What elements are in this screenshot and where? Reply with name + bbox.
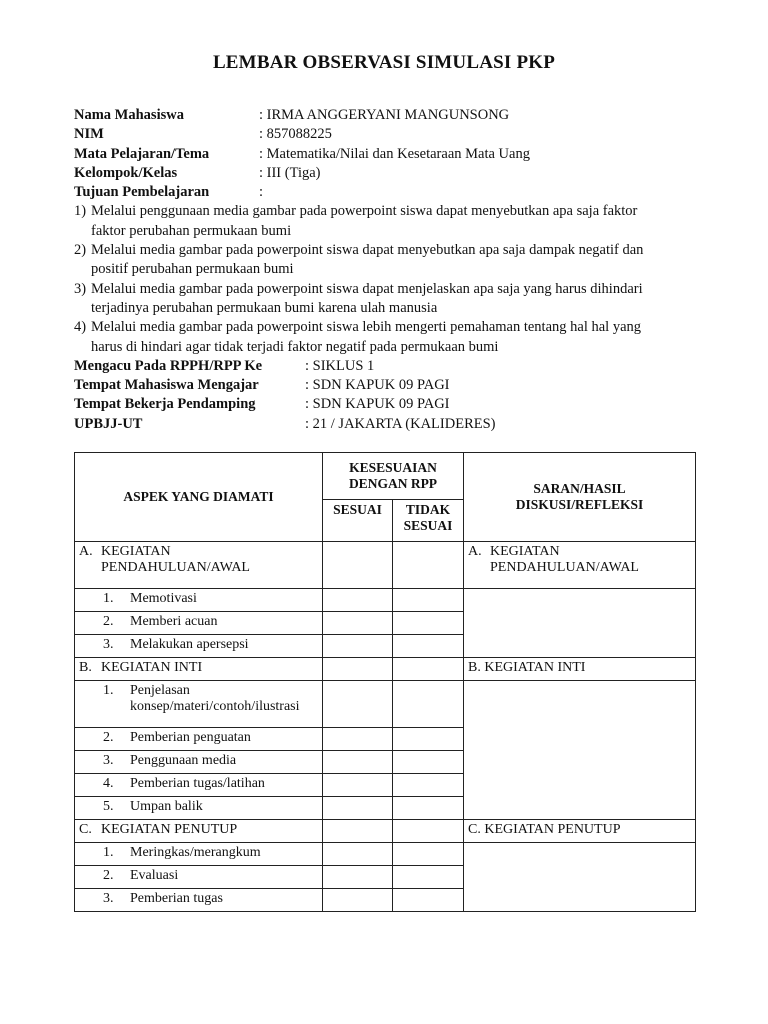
item-label: konsep/materi/contoh/ilustrasi xyxy=(130,699,300,714)
info-row-kelas xyxy=(74,164,694,183)
table-header-row xyxy=(75,453,696,500)
objective-number: 3) xyxy=(74,280,87,297)
tidak-sesuai-cell[interactable] xyxy=(393,728,464,751)
info-value: : III (Tiga) xyxy=(259,164,321,181)
sesuai-cell[interactable] xyxy=(323,542,393,589)
section-mark: A. xyxy=(468,544,482,559)
observation-table xyxy=(74,452,696,912)
info-label: Tujuan Pembelajaran xyxy=(74,184,210,201)
tidak-sesuai-cell[interactable] xyxy=(393,820,464,843)
aspect-item xyxy=(75,797,323,820)
section-label: KEGIATAN INTI xyxy=(101,660,203,675)
info-value: : 21 / JAKARTA (KALIDERES) xyxy=(305,415,496,432)
sesuai-cell[interactable] xyxy=(323,658,393,681)
saran-cell-a[interactable] xyxy=(464,589,696,658)
section-mark: C. xyxy=(79,822,92,837)
objective-item xyxy=(74,202,694,241)
section-label-line: PENDAHULUAN/AWAL xyxy=(101,560,250,575)
sesuai-cell[interactable] xyxy=(323,889,393,912)
item-number: 3. xyxy=(103,637,114,652)
info-label: UPBJJ-UT xyxy=(74,415,143,432)
info-row-mapel xyxy=(74,145,694,164)
section-mark: B. xyxy=(79,660,92,675)
info-value: : Matematika/Nilai dan Kesetaraan Mata Uang xyxy=(259,145,530,162)
header-aspek: ASPEK YANG DIAMATI xyxy=(75,453,323,542)
section-label: KEGIATAN PENUTUP xyxy=(101,822,238,837)
tidak-sesuai-cell[interactable] xyxy=(393,751,464,774)
section-label-line: KEGIATAN xyxy=(101,544,171,559)
sesuai-cell[interactable] xyxy=(323,843,393,866)
item-label: Melakukan apersepsi xyxy=(130,637,249,652)
item-label: Pemberian tugas xyxy=(130,891,223,906)
aspect-item xyxy=(75,889,323,912)
tidak-sesuai-cell[interactable] xyxy=(393,658,464,681)
sesuai-cell[interactable] xyxy=(323,774,393,797)
saran-label-line: KEGIATAN xyxy=(490,544,560,559)
info-label: Tempat Bekerja Pendamping xyxy=(74,396,256,413)
item-label: Penggunaan media xyxy=(130,753,237,768)
objective-text: Melalui media gambar pada powerpoint siswa dapat menyebutkan apa saja dampak negatif dan xyxy=(91,242,644,259)
item-number: 2. xyxy=(103,868,114,883)
sesuai-cell[interactable] xyxy=(323,751,393,774)
aspect-item xyxy=(75,728,323,751)
info-value: : 857088225 xyxy=(259,126,332,143)
header-kesesuaian-line: KESESUAIAN xyxy=(349,460,437,475)
info-row-nim xyxy=(74,125,694,144)
info-label: NIM xyxy=(74,126,104,143)
info-value: : SIKLUS 1 xyxy=(305,357,375,374)
sesuai-cell[interactable] xyxy=(323,635,393,658)
tidak-sesuai-cell[interactable] xyxy=(393,774,464,797)
header-sesuai: SESUAI xyxy=(323,500,393,542)
objective-item xyxy=(74,318,694,357)
header-kesesuaian-line: DENGAN RPP xyxy=(348,476,438,491)
page-title: LEMBAR OBSERVASI SIMULASI PKP xyxy=(212,52,556,73)
objective-text: faktor perubahan permukaan bumi xyxy=(91,222,292,239)
header-tidak-sesuai xyxy=(393,500,464,542)
table-row xyxy=(75,820,696,843)
objective-number: 2) xyxy=(74,242,87,259)
aspect-item xyxy=(75,589,323,612)
sesuai-cell[interactable] xyxy=(323,797,393,820)
table-row xyxy=(75,542,696,589)
saran-section-c: C. KEGIATAN PENUTUP xyxy=(464,820,696,843)
item-label: Umpan balik xyxy=(130,799,203,814)
aspect-item xyxy=(75,635,323,658)
objective-number: 1) xyxy=(74,203,87,220)
objective-text: terjadinya perubahan permukaan bumi karena ulah manusia xyxy=(91,299,438,316)
section-b-label xyxy=(75,658,323,681)
section-mark: A. xyxy=(79,544,93,559)
sesuai-cell[interactable] xyxy=(323,728,393,751)
item-label: Memberi acuan xyxy=(130,614,218,629)
sesuai-cell[interactable] xyxy=(323,681,393,728)
sesuai-cell[interactable] xyxy=(323,589,393,612)
objective-number: 4) xyxy=(74,319,87,336)
sesuai-cell[interactable] xyxy=(323,866,393,889)
info-value: : SDN KAPUK 09 PAGI xyxy=(305,396,450,413)
info-label: Mengacu Pada RPPH/RPP Ke xyxy=(74,357,263,374)
header-tidak-line: TIDAK xyxy=(405,502,451,517)
saran-label-line: PENDAHULUAN/AWAL xyxy=(490,560,639,575)
tidak-sesuai-cell[interactable] xyxy=(393,612,464,635)
item-number: 3. xyxy=(103,891,114,906)
objective-text: Melalui media gambar pada powerpoint siswa lebih mengerti pemahaman tentang hal hal yang xyxy=(91,319,642,336)
header-saran xyxy=(464,453,696,542)
header-kesesuaian xyxy=(323,453,464,500)
item-number: 3. xyxy=(103,753,114,768)
item-number: 5. xyxy=(103,799,114,814)
table-row xyxy=(75,589,696,612)
tidak-sesuai-cell[interactable] xyxy=(393,797,464,820)
table-row xyxy=(75,681,696,728)
table-row xyxy=(75,658,696,681)
info-value: : xyxy=(259,184,264,201)
saran-section-a xyxy=(464,542,696,589)
section-c-label xyxy=(75,820,323,843)
tidak-sesuai-cell[interactable] xyxy=(393,843,464,866)
saran-cell-c[interactable] xyxy=(464,843,696,912)
item-number: 1. xyxy=(103,845,114,860)
aspect-item xyxy=(75,843,323,866)
section-a-label xyxy=(75,542,323,589)
tidak-sesuai-cell[interactable] xyxy=(393,635,464,658)
info-row-tujuan xyxy=(74,183,694,202)
objective-text: Melalui media gambar pada powerpoint siswa dapat menjelaskan apa saja yang harus dihindari xyxy=(91,280,643,297)
item-label: Meringkas/merangkum xyxy=(130,845,261,860)
tidak-sesuai-cell[interactable] xyxy=(393,866,464,889)
tidak-sesuai-cell[interactable] xyxy=(393,589,464,612)
header-tidak-line: SESUAI xyxy=(403,518,453,533)
tidak-sesuai-cell[interactable] xyxy=(393,889,464,912)
tidak-sesuai-cell[interactable] xyxy=(393,542,464,589)
info-label: Mata Pelajaran/Tema xyxy=(74,145,210,162)
saran-section-b: B. KEGIATAN INTI xyxy=(464,658,696,681)
aspect-item xyxy=(75,866,323,889)
item-label: Pemberian tugas/latihan xyxy=(130,776,265,791)
info-row-upbjj xyxy=(74,415,694,434)
aspect-item xyxy=(75,774,323,797)
info-label: Tempat Mahasiswa Mengajar xyxy=(74,377,259,394)
table-row xyxy=(75,843,696,866)
student-info xyxy=(74,106,694,434)
item-label: Pemberian penguatan xyxy=(130,730,251,745)
objective-text: Melalui penggunaan media gambar pada powerpoint siswa dapat menyebutkan apa saja faktor xyxy=(91,203,638,220)
saran-cell-b[interactable] xyxy=(464,681,696,820)
objective-item xyxy=(74,280,694,319)
objective-item xyxy=(74,241,694,280)
info-row-rpp xyxy=(74,357,694,376)
item-number: 1. xyxy=(103,591,114,606)
tidak-sesuai-cell[interactable] xyxy=(393,681,464,728)
item-label: Memotivasi xyxy=(130,591,197,606)
header-saran-line: DISKUSI/REFLEKSI xyxy=(515,497,644,512)
objective-text: positif perubahan permukaan bumi xyxy=(91,261,294,278)
aspect-item xyxy=(75,612,323,635)
item-number: 4. xyxy=(103,776,114,791)
info-row-tempat-mengajar xyxy=(74,376,694,395)
info-row-tempat-pendamping xyxy=(74,395,694,414)
objective-text: harus di hindari agar tidak terjadi faktor negatif pada permukaan bumi xyxy=(91,338,499,355)
sesuai-cell[interactable] xyxy=(323,612,393,635)
info-value: : IRMA ANGGERYANI MANGUNSONG xyxy=(259,107,510,123)
item-number: 2. xyxy=(103,730,114,745)
aspect-item xyxy=(75,681,323,728)
info-row-nama xyxy=(74,106,694,125)
item-number: 1. xyxy=(103,683,114,698)
sesuai-cell[interactable] xyxy=(323,820,393,843)
item-number: 2. xyxy=(103,614,114,629)
info-label: Kelompok/Kelas xyxy=(74,164,178,181)
info-value: : SDN KAPUK 09 PAGI xyxy=(305,377,450,394)
aspect-item xyxy=(75,751,323,774)
item-label: Penjelasan xyxy=(130,683,190,698)
item-label: Evaluasi xyxy=(130,868,179,883)
header-saran-line: SARAN/HASIL xyxy=(533,481,626,496)
info-label: Nama Mahasiswa xyxy=(74,107,184,123)
